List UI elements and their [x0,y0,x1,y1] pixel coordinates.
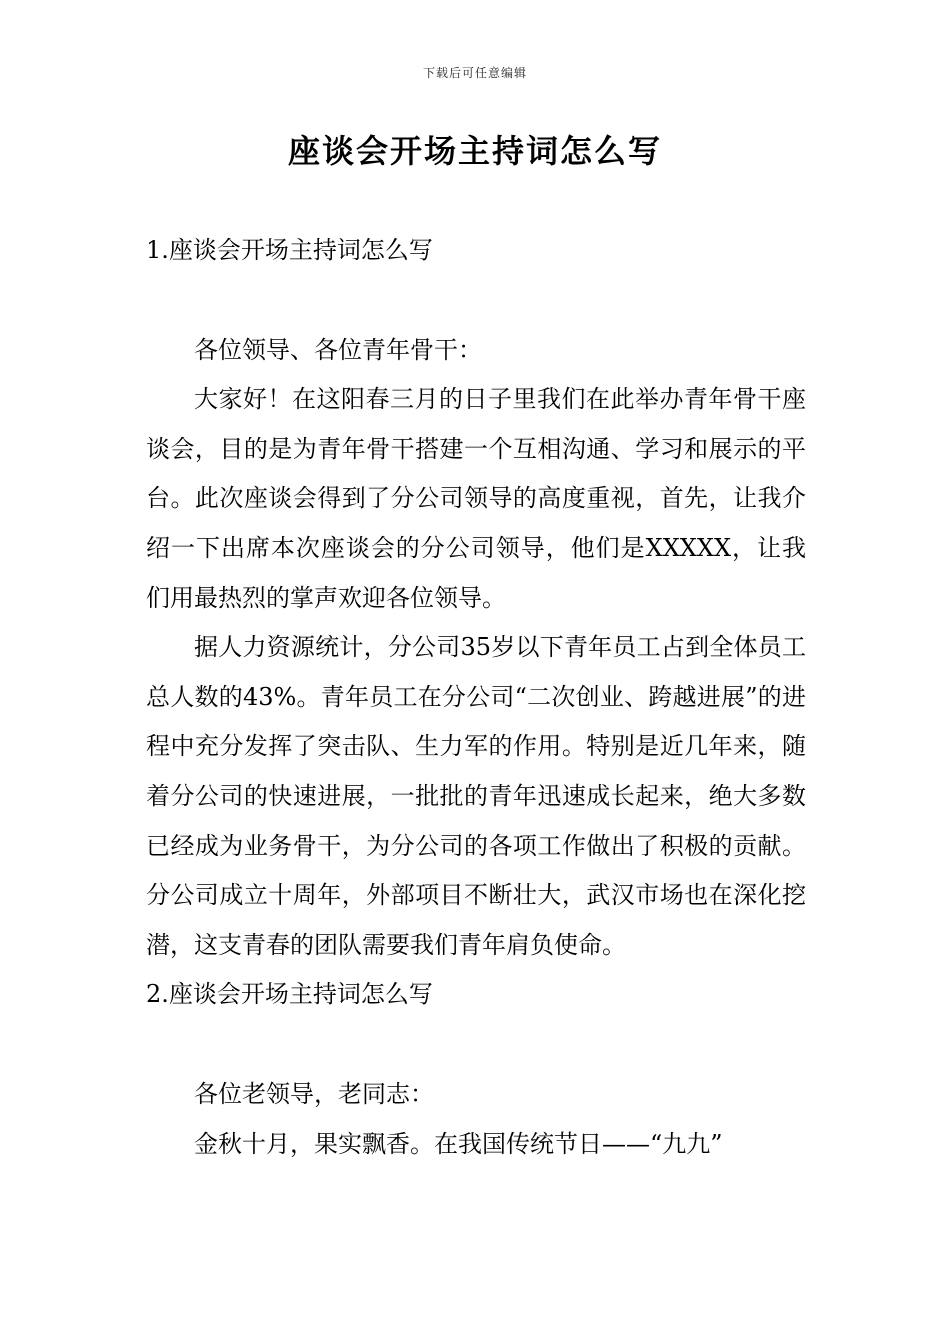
spacer [146,1020,806,1070]
salutation-paragraph: 各位老领导，老同志： [194,1079,434,1108]
spacer [146,276,806,326]
section-heading: 1.座谈会开场主持词怎么写 [146,236,433,264]
header-note: 下载后可任意编辑 [422,66,527,80]
document-title: 座谈会开场主持词怎么写 [287,132,662,170]
salutation-paragraph: 各位领导、各位青年骨干： [194,335,482,364]
section-2 [146,970,806,1169]
document-body [146,226,806,1169]
section-heading: 2.座谈会开场主持词怎么写 [146,980,433,1009]
section-1 [146,226,806,970]
body-paragraph: 据人力资源统计，分公司35岁以下青年员工占到全体员工总人数的43%。青年员工在分公司“二次创业、跨越进展”的进程中充分发挥了突击队、生力军的作用。特别是近几年来，随着分公司的快速进展，一批批的青年迅速成长起来，绝大多数已经成为业务骨干，为分公司的各项工作做出了积极的贡献。分公司成立十周年，外部项目不断壮大，武汉市场也在深化挖潜，这支青春的团队需要我们青年肩负使命。 [146,633,806,959]
body-paragraph: 金秋十月，果实飘香。在我国传统节日——“九九” [194,1129,723,1158]
body-paragraph: 大家好！在这阳春三月的日子里我们在此举办青年骨干座谈会，目的是为青年骨干搭建一个互相沟通、学习和展示的平台。此次座谈会得到了分公司领导的高度重视，首先，让我介绍一下出席本次座谈会的分公司领导，他们是XXXXX，让我们用最热烈的掌声欢迎各位领导。 [146,385,806,612]
